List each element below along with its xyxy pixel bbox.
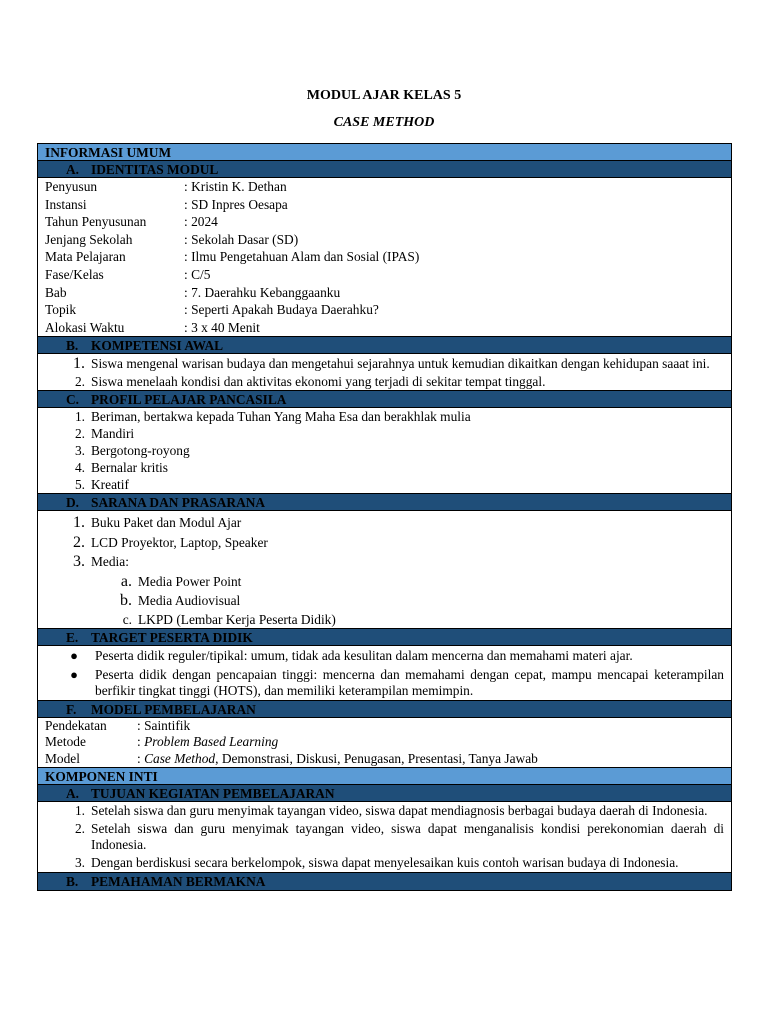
- list-number: 3.: [73, 553, 85, 571]
- row-value: : SD Inpres Oesapa: [184, 196, 288, 212]
- document-subtitle: CASE METHOD: [333, 115, 435, 130]
- list-number: 3.: [74, 855, 85, 871]
- row-value: : 2024: [184, 214, 218, 230]
- section-heading: PEMAHAMAN BERMAKNA: [91, 874, 266, 890]
- list-letter: c.: [122, 611, 132, 627]
- identitas-row: [45, 301, 724, 319]
- document-title: MODUL AJAR KELAS 5: [306, 88, 462, 103]
- row-value: : Case Method, Demonstrasi, Diskusi, Penugasan, Presentasi, Tanya Jawab: [137, 750, 538, 766]
- tujuan-section: [38, 802, 731, 873]
- row-key: Pendekatan: [45, 717, 107, 733]
- section-heading: MODEL PEMBELAJARAN: [91, 701, 256, 717]
- model-header: [38, 701, 731, 718]
- list-item: [45, 821, 724, 853]
- row-key: Bab: [45, 284, 67, 300]
- list-number: 4.: [74, 459, 85, 475]
- list-letter: b.: [120, 592, 132, 610]
- identitas-row: [45, 231, 724, 249]
- list-text: Beriman, bertakwa kepada Tuhan Yang Maha Esa dan berakhlak mulia: [91, 409, 471, 425]
- list-number: 1.: [73, 355, 85, 373]
- model-section: [38, 718, 731, 769]
- list-number: 3.: [74, 442, 85, 458]
- list-text: Mandiri: [91, 426, 135, 442]
- list-item: [45, 803, 724, 819]
- list-number: 2.: [74, 821, 85, 837]
- section-heading: TUJUAN KEGIATAN PEMBELAJARAN: [91, 786, 335, 802]
- row-value: : C/5: [184, 266, 211, 282]
- identitas-row: [45, 213, 724, 231]
- sub-list-item: [45, 611, 724, 628]
- row-value: : Saintifik: [137, 717, 191, 733]
- identitas-row: [45, 284, 724, 302]
- model-row: [45, 718, 724, 735]
- list-text: Peserta didik dengan pencapaian tinggi: mencerna dan memahami dengan cepat, mampu mencapai keterampilan berfikir tingkat tinggi (HOTS), dan memiliki keterampilan memimpin.: [95, 666, 724, 698]
- pemahaman-header: [38, 873, 731, 890]
- row-value: : Sekolah Dasar (SD): [184, 231, 299, 247]
- identitas-row: [45, 319, 724, 337]
- list-number: 2.: [73, 533, 85, 551]
- target-section: [38, 646, 731, 701]
- section-letter: A.: [66, 786, 80, 802]
- section-letter: C.: [66, 392, 80, 408]
- target-header: [38, 629, 731, 646]
- identitas-row: [45, 178, 724, 196]
- informasi-umum-header: INFORMASI UMUM: [38, 144, 731, 161]
- list-item: [45, 855, 724, 871]
- sarana-header: [38, 494, 731, 511]
- list-number: 5.: [74, 476, 85, 492]
- list-text: Media:: [91, 554, 129, 570]
- bullet-item: [45, 667, 724, 699]
- bullet-item: [45, 648, 724, 664]
- section-letter: E.: [66, 629, 79, 645]
- list-text: Siswa menelaah kondisi dan aktivitas ekonomi yang terjadi di sekitar tempat tinggal.: [91, 374, 546, 390]
- list-text: Siswa mengenal warisan budaya dan mengetahui sejarahnya untuk kemudian dikaitkan dengan kehidupan saaat ini.: [91, 356, 710, 372]
- section-letter: B.: [66, 338, 79, 354]
- list-text: Peserta didik reguler/tipikal: umum, tidak ada kesulitan dalam mencerna dan memahami materi ajar.: [95, 647, 633, 663]
- section-heading: SARANA DAN PRASARANA: [91, 495, 266, 511]
- row-key: Alokasi Waktu: [45, 319, 125, 335]
- list-text: Kreatif: [91, 476, 129, 492]
- list-item: [45, 533, 724, 553]
- bullet-icon: ●: [70, 666, 78, 682]
- kompetensi-header: [38, 337, 731, 354]
- section-letter: F.: [66, 701, 77, 717]
- section-heading: PROFIL PELAJAR PANCASILA: [91, 392, 287, 408]
- list-text: Dengan berdiskusi secara berkelompok, siswa dapat menyelesaikan kuis contoh warisan budaya di Indonesia.: [91, 855, 679, 871]
- row-key: Model: [45, 750, 80, 766]
- section-heading: KOMPETENSI AWAL: [91, 338, 224, 354]
- list-number: 1.: [74, 409, 85, 425]
- sub-list-item: [45, 591, 724, 611]
- bullet-icon: ●: [70, 647, 78, 663]
- model-row: [45, 751, 724, 768]
- row-key: Instansi: [45, 196, 87, 212]
- row-key: Fase/Kelas: [45, 266, 104, 282]
- list-number: 2.: [74, 426, 85, 442]
- list-number: 2.: [74, 374, 85, 390]
- tujuan-header: [38, 785, 731, 802]
- list-number: 1.: [74, 803, 85, 819]
- list-text: Buku Paket dan Modul Ajar: [91, 515, 242, 531]
- row-value: : Problem Based Learning: [137, 734, 279, 750]
- row-value: : Kristin K. Dethan: [184, 179, 287, 194]
- row-key: Metode: [45, 734, 86, 750]
- row-value: : 3 x 40 Menit: [184, 319, 260, 335]
- list-item: [45, 460, 724, 477]
- identitas-header: [38, 161, 731, 178]
- komponen-inti-header: KOMPONEN INTI: [38, 768, 731, 785]
- list-item: [45, 356, 724, 372]
- sarana-section: [38, 511, 731, 629]
- identitas-row: [45, 248, 724, 266]
- sub-list-item: [45, 572, 724, 592]
- profil-header: [38, 391, 731, 408]
- list-text: Setelah siswa dan guru menyimak tayangan video, siswa dapat menganalisis kondisi perekonomian daerah di Indonesia.: [91, 821, 724, 853]
- section-letter: B.: [66, 874, 79, 890]
- section-heading: IDENTITAS MODUL: [91, 162, 219, 177]
- kompetensi-section: [38, 354, 731, 391]
- list-text: Setelah siswa dan guru menyimak tayangan video, siswa dapat mendiagnosis berbagai budaya daerah di Indonesia.: [91, 803, 708, 819]
- list-item: [45, 552, 724, 572]
- list-text: Media Power Point: [138, 573, 242, 589]
- list-item: [45, 513, 724, 533]
- list-text: LCD Proyektor, Laptop, Speaker: [91, 534, 268, 550]
- list-number: 1.: [73, 514, 85, 532]
- list-item: [45, 443, 724, 460]
- module-table: [37, 143, 732, 891]
- row-value: : 7. Daerahku Kebanggaanku: [184, 284, 341, 300]
- list-item: [45, 477, 724, 494]
- list-item: [45, 426, 724, 443]
- row-key: Tahun Penyusunan: [45, 214, 147, 230]
- section-letter: A.: [66, 162, 80, 177]
- identitas-row: [45, 266, 724, 284]
- list-text: LKPD (Lembar Kerja Peserta Didik): [138, 611, 336, 627]
- list-item: [45, 374, 724, 390]
- section-heading: TARGET PESERTA DIDIK: [91, 629, 253, 645]
- list-text: Bergotong-royong: [91, 442, 190, 458]
- model-row: [45, 734, 724, 751]
- list-text: Bernalar kritis: [91, 459, 168, 475]
- identitas-section: [38, 178, 731, 337]
- section-letter: D.: [66, 495, 80, 511]
- row-value: : Ilmu Pengetahuan Alam dan Sosial (IPAS): [184, 249, 420, 265]
- row-key: Mata Pelajaran: [45, 249, 126, 265]
- row-value: : Seperti Apakah Budaya Daerahku?: [184, 302, 379, 318]
- row-key: Topik: [45, 302, 77, 318]
- list-text: Media Audiovisual: [138, 593, 241, 609]
- list-letter: a.: [120, 572, 132, 590]
- row-key: Penyusun: [45, 179, 98, 194]
- list-item: [45, 409, 724, 426]
- profil-section: [38, 408, 731, 494]
- row-key: Jenjang Sekolah: [45, 231, 133, 247]
- identitas-row: [45, 196, 724, 214]
